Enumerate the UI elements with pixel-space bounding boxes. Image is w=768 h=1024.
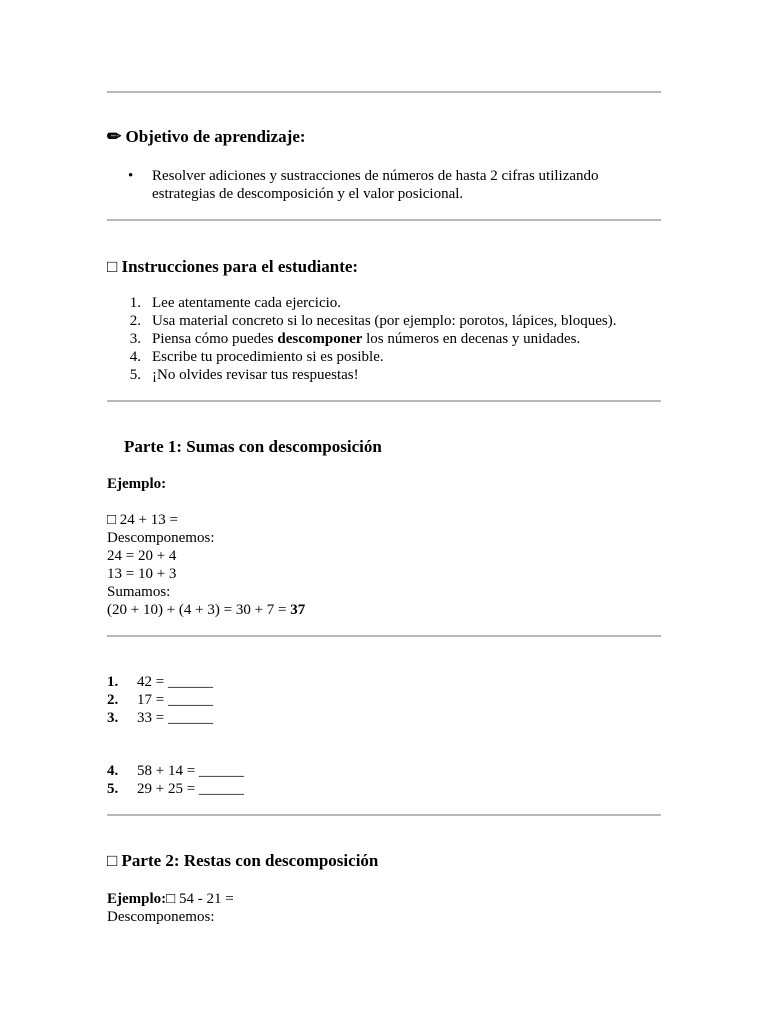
ejemplo-line	[107, 890, 234, 908]
bullet-dot: •	[128, 168, 134, 184]
list-item	[152, 330, 580, 348]
divider	[107, 400, 661, 402]
list-item: Lee atentamente cada ejercicio.	[152, 295, 342, 311]
ejemplo-result	[107, 601, 305, 619]
ejemplo-label: Ejemplo:	[107, 476, 167, 492]
list-number: 5.	[129, 367, 141, 383]
list-item: Escribe tu procedimiento si es posible.	[152, 349, 384, 365]
divider	[107, 814, 661, 816]
ejemplo-expr: □ 54 - 21 =	[166, 891, 234, 907]
ejemplo-line: Sumamos:	[107, 584, 171, 600]
ejemplo-line: Descomponemos:	[107, 530, 215, 546]
list-number: 3.	[129, 331, 141, 347]
divider	[107, 635, 661, 637]
section-title-instrucciones: □ Instrucciones para el estudiante:	[107, 257, 359, 276]
exercise-item: 42 = ______	[137, 674, 213, 690]
list-number: 1.	[129, 295, 141, 311]
exercise-item: 33 = ______	[137, 710, 213, 726]
ejemplo-label: Ejemplo:	[107, 891, 167, 907]
exercise-number: 2.	[107, 692, 119, 708]
exercise-number: 4.	[107, 763, 119, 779]
objetivo-text-line1: Resolver adiciones y sustracciones de números de hasta 2 cifras utilizando	[152, 168, 599, 184]
exercise-item: 29 + 25 = ______	[137, 781, 244, 797]
divider	[107, 91, 661, 93]
ejemplo-line: 13 = 10 + 3	[107, 566, 177, 582]
ejemplo-line: 24 = 20 + 4	[107, 548, 177, 564]
list-number: 4.	[129, 349, 141, 365]
emphasis-text: descomponer	[277, 331, 363, 347]
list-item-text: los números en decenas y unidades.	[362, 331, 581, 347]
list-item: Usa material concreto si lo necesitas (por ejemplo: porotos, lápices, bloques).	[152, 313, 617, 329]
section-title-parte2: □ Parte 2: Restas con descomposición	[107, 851, 379, 870]
objetivo-text-line2: estrategias de descomposición y el valor posicional.	[152, 186, 464, 202]
section-title-objetivo: ✏ Objetivo de aprendizaje:	[107, 127, 306, 146]
ejemplo-result-expr: (20 + 10) + (4 + 3) = 30 + 7 =	[107, 602, 291, 618]
ejemplo-result-value: 37	[290, 602, 306, 618]
ejemplo-line: Descomponemos:	[107, 909, 215, 925]
list-item-text: Piensa cómo puedes	[152, 331, 278, 347]
list-number: 2.	[129, 313, 141, 329]
exercise-item: 17 = ______	[137, 692, 213, 708]
exercise-item: 58 + 14 = ______	[137, 763, 244, 779]
exercise-number: 5.	[107, 781, 119, 797]
ejemplo-line: □ 24 + 13 =	[107, 512, 178, 528]
divider	[107, 219, 661, 221]
exercise-number: 1.	[107, 674, 119, 690]
list-item: ¡No olvides revisar tus respuestas!	[152, 367, 359, 383]
exercise-number: 3.	[107, 710, 119, 726]
section-title-parte1: Parte 1: Sumas con descomposición	[124, 437, 382, 456]
